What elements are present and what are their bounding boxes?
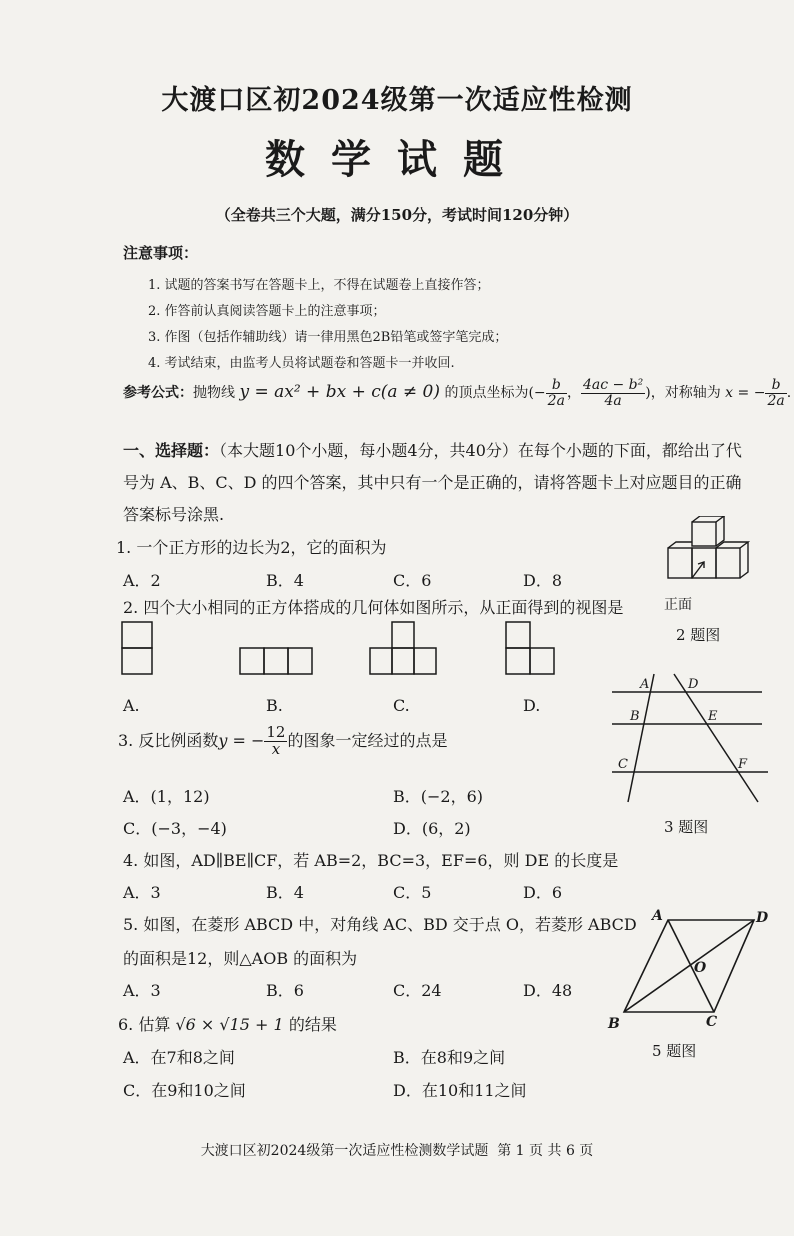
q2-figure-caption: 2 题图	[676, 626, 721, 644]
frac-b-2a-axis: $\frac{b}{2a}$	[767, 377, 785, 409]
section1-line3: 答案标号涂黑.	[123, 505, 225, 524]
q2-option-b[interactable]: B.	[266, 696, 283, 715]
formula-end: .	[786, 385, 792, 402]
q5-label-o: O	[694, 960, 707, 976]
section1-intro: （本大题10个小题，每小题4分，共40分）在每个小题的下面，都给出了代	[219, 441, 742, 460]
q3-option-d[interactable]: D．(6，2)	[393, 819, 471, 838]
q3-label-b: B	[630, 709, 640, 724]
q2-option-a[interactable]: A.	[123, 696, 140, 715]
reference-formula	[123, 378, 791, 408]
q1-option-a[interactable]: A．2	[123, 571, 161, 590]
q3-stem-pre: 3. 反比例函数	[118, 730, 219, 750]
q5-option-d[interactable]: D．48	[523, 981, 573, 1000]
q1-option-c[interactable]: C．6	[393, 571, 432, 590]
q4-option-d[interactable]: D．6	[523, 883, 563, 902]
q5-option-b[interactable]: B．6	[266, 981, 304, 1000]
q6-option-c[interactable]: C．在9和10之间	[123, 1081, 246, 1100]
q5-label-c: C	[706, 1014, 718, 1030]
q2-view-b	[238, 646, 314, 676]
formula-text3: )，对称轴为	[645, 385, 721, 402]
q5-option-a[interactable]: A．3	[123, 981, 161, 1000]
q3-stem-post: 的图象一定经过的点是	[287, 730, 448, 750]
q2-option-d[interactable]: D.	[523, 696, 541, 715]
subject-title: 数学试题	[265, 136, 529, 183]
q1-option-b[interactable]: B．4	[266, 571, 304, 590]
formula-text2: 的顶点坐标为(−	[444, 385, 546, 402]
page-footer	[0, 1140, 794, 1160]
q5-label-d: D	[756, 910, 769, 926]
q5-label-b: B	[608, 1016, 620, 1032]
q6-stem-pre: 6. 估算	[118, 1015, 171, 1034]
exam-info: （全卷共三个大题，满分150分，考试时间120分钟）	[215, 206, 579, 224]
q2-option-c[interactable]: C.	[393, 696, 410, 715]
frac-b-2a: $\frac{b}{2a}$	[547, 377, 565, 409]
q4-option-c[interactable]: C．5	[393, 883, 432, 902]
section1-heading: 一、选择题：	[123, 441, 220, 460]
q3-parallel-lines-figure	[608, 672, 774, 808]
q2-view-c	[368, 620, 438, 676]
q5-label-a: A	[652, 908, 663, 924]
formula-axis: x = −	[725, 385, 766, 402]
q2-view-a	[120, 620, 156, 676]
q2-view-d	[504, 620, 556, 676]
q3-option-b[interactable]: B．(−2，6)	[393, 787, 484, 806]
note-item-4: 4. 考试结束，由监考人员将试题卷和答题卡一并收回.	[148, 356, 455, 371]
q3-lhs: y = −	[218, 730, 265, 750]
q5-option-c[interactable]: C．24	[393, 981, 442, 1000]
q3-option-a[interactable]: A．(1，12)	[123, 787, 210, 806]
q3-label-d: D	[688, 677, 699, 692]
q3-fraction: $\frac{12}{x}$	[266, 723, 286, 758]
q1-stem: 1. 一个正方形的边长为2，它的面积为	[116, 538, 387, 557]
q3-figure-caption: 3 题图	[664, 818, 709, 836]
q2-stem: 2. 四个大小相同的正方体搭成的几何体如图所示，从正面得到的视图是	[123, 598, 624, 617]
footer-title: 大渡口区初2024级第一次适应性检测数学试题	[200, 1143, 489, 1159]
q6-stem	[118, 1012, 337, 1035]
note-item-1: 1. 试题的答案书写在答题卡上，不得在试题卷上直接作答；	[148, 278, 490, 293]
section1-line1	[123, 438, 742, 461]
q5-figure-caption: 5 题图	[652, 1042, 697, 1060]
q6-option-b[interactable]: B．在8和9之间	[393, 1048, 506, 1067]
q3-label-a: A	[640, 677, 650, 692]
q2-cubes-figure	[660, 516, 750, 586]
q6-option-d[interactable]: D．在10和11之间	[393, 1081, 527, 1100]
footer-page-number: 第 1 页 共 6 页	[497, 1143, 594, 1159]
formula-expr: y = ax² + bx + c(a ≠ 0)	[239, 382, 441, 403]
q4-stem: 4. 如图，AD∥BE∥CF，若 AB=2，BC=3，EF=6，则 DE 的长度是	[123, 851, 619, 870]
q2-front-label: 正面	[664, 597, 692, 613]
formula-text1: 抛物线	[193, 385, 235, 402]
q6-option-a[interactable]: A．在7和8之间	[123, 1048, 235, 1067]
note-item-2: 2. 作答前认真阅读答题卡上的注意事项；	[148, 304, 386, 319]
note-item-3: 3. 作图（包括作辅助线）请一律用黑色2B铅笔或签字笔完成；	[148, 330, 508, 345]
q3-stem	[118, 725, 448, 758]
q6-stem-post: 的结果	[288, 1015, 337, 1034]
q3-label-f: F	[738, 757, 748, 772]
q3-option-c[interactable]: C．(−3，−4)	[123, 819, 227, 838]
q5-stem-line1: 5. 如图，在菱形 ABCD 中，对角线 AC、BD 交于点 O，若菱形 ABCD	[123, 915, 637, 934]
section1-line2: 号为 A、B、C、D 的四个答案，其中只有一个是正确的，请将答题卡上对应题目的正确	[123, 473, 742, 492]
q6-expr: √6 × √15 + 1	[175, 1015, 284, 1034]
formula-comma: ，	[566, 385, 581, 402]
formula-label: 参考公式：	[123, 385, 193, 402]
q3-label-e: E	[708, 709, 718, 724]
exam-title: 大渡口区初2024级第一次适应性检测	[161, 85, 633, 116]
frac-4ac: $\frac{\text{4ac − b²}}{4a}$	[582, 377, 644, 409]
q4-option-b[interactable]: B．4	[266, 883, 304, 902]
q5-stem-line2: 的面积是12，则△AOB 的面积为	[123, 949, 358, 968]
q3-label-c: C	[618, 757, 628, 772]
q1-option-d[interactable]: D．8	[523, 571, 563, 590]
notes-heading: 注意事项：	[123, 244, 199, 262]
q4-option-a[interactable]: A．3	[123, 883, 161, 902]
